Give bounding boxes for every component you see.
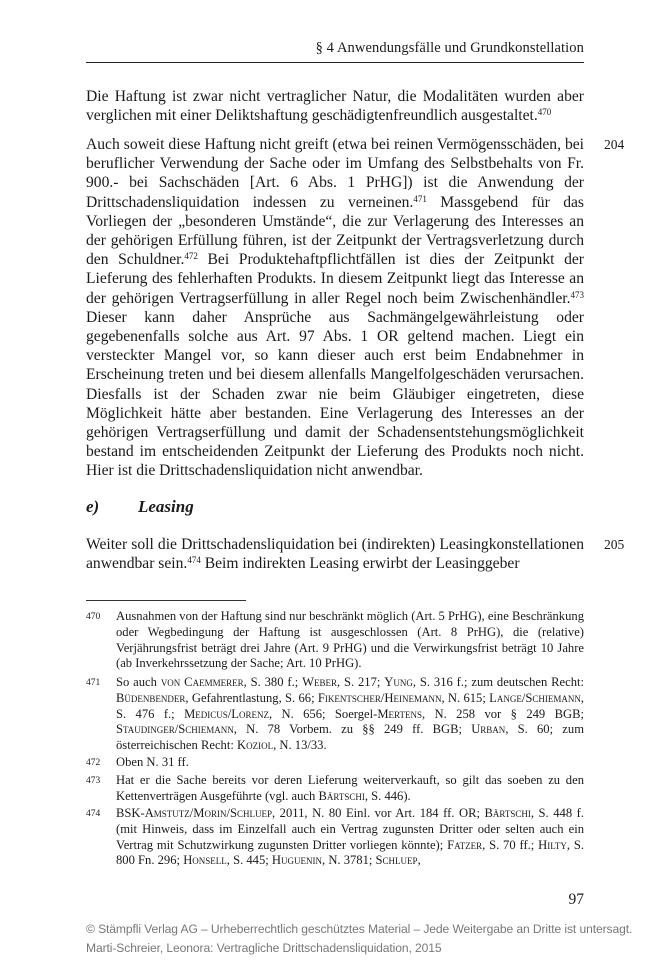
footnote-text: Ausnahmen von der Haftung sind nur beschränkt möglich (Art. 5 PrHG), eine Beschränkung oder Wegbedingung der Haftung ist ausgeschlossen (Art. 8 PrHG), die (relative) Verjährungsfrist beträgt drei Jahre (Art. 9 PrHG) und die Verwirkungsfrist beträgt 10 Jahre (ab Inverkehrssetzung der Sache; Art. 10 PrHG).: [116, 609, 584, 671]
footnote-473: [86, 773, 584, 805]
footnote-474: [86, 806, 584, 869]
author-name: Bärtschi: [318, 788, 365, 803]
author-name: Büdenbender: [116, 690, 186, 705]
footnote-ref-471[interactable]: 471: [413, 193, 427, 204]
footnote-ref-472[interactable]: 472: [184, 251, 198, 262]
author-name: Honsell: [183, 853, 227, 868]
author-name: Mertens: [377, 706, 423, 721]
author-name: Fatzer: [447, 837, 483, 852]
author-name: Lange/Schiemann: [489, 690, 581, 705]
footnote-text: BSK-Amstutz/Morin/Schluep, 2011, N. 80 Einl. vor Art. 184 ff. OR; Bärtschi, S. 448 f. (mit Hinweis, dass im Einzelfall auch ein Vertrag zugunsten Dritter oder selten auch ein Vertrag mit Schutzwirkung zugunsten Dritter vorliegen könnte); Fatzer, S. 70 ff.; Hilty, S. 800 Fn. 296; Honsell, S. 445; Huguenin, N. 3781; Schluep,: [116, 806, 585, 868]
header-rule: [86, 62, 584, 63]
footnote-470: [86, 609, 584, 672]
page-number: 97: [568, 891, 584, 908]
margin-number-205: 205: [604, 537, 625, 552]
footnote-text: So auch von Caemmerer, S. 380 f.; Weber, S. 217; Yung, S. 316 f.; zum deutschen Recht: Büdenbender, Gefahrentlastung, S. 66; Fikentscher/Heinemann, N. 615; Lange/Schiemann, S. 476 f.; Medicus/Lorenz, N. 656; Soergel-Mertens, N. 258 vor § 249 BGB; Staudinger/Schiemann, N. 78 Vorbem. zu §§ 249 ff. BGB; Urban, S. 60; zum österreichischen Recht: Koziol, N. 13/33.: [116, 675, 585, 753]
author-name: Staudinger/Schiemann: [116, 722, 234, 737]
author-name: Fikentscher/Heinemann: [317, 690, 442, 705]
footnote-number: 473: [86, 776, 101, 786]
footnote-ref-470[interactable]: 470: [537, 107, 552, 118]
footnote-separator: [86, 600, 246, 601]
author-name: Hilty: [538, 837, 567, 852]
footnote-number: 474: [86, 809, 101, 819]
footnote-number: 470: [86, 612, 101, 622]
section-heading-label: e): [86, 497, 100, 516]
author-name: Amstutz/Morin/Schluep: [144, 806, 272, 820]
author-name: Urban: [471, 722, 506, 737]
footnote-472: [86, 755, 584, 771]
footnote-number: 471: [86, 678, 101, 688]
footnote-text: Oben N. 31 ff.: [116, 755, 189, 769]
author-name: Huguenin: [271, 853, 323, 868]
paragraph-205: Weiter soll die Drittschadensliquidation bei (indirekten) Leasingkonstellationen anwendbar sein.$^{474}$ Beim indirekten Leasing erwirbt der Leasinggeber: [86, 536, 584, 573]
footnote-text: Hat er die Sache bereits vor deren Lieferung weiterverkauft, so gilt das soeben zu den Kettenverträgen Ausgeführte (vgl. auch Bärtschi, S. 446).: [116, 773, 584, 803]
author-name: Medicus/Lorenz: [184, 706, 269, 721]
author-name: Schluep: [375, 853, 418, 868]
author-name: Koziol: [237, 738, 274, 753]
paragraph-haftung: Die Haftung ist zwar nicht vertraglicher Natur, die Modalitäten wurden aber verglichen mit einer Deliktshaftung geschädigtenfreundlich ausgestaltet.$^{470}$: [86, 88, 584, 125]
copyright-notice: © Stämpfli Verlag AG – Urheberrechtlich geschütztes Material – Jede Weitergabe an Dritte ist untersagt.: [86, 922, 633, 936]
footnote-number: 472: [86, 758, 101, 768]
author-name: Yung: [384, 675, 413, 689]
author-name: von Caemmerer: [160, 675, 244, 689]
footnote-ref-473[interactable]: 473: [570, 289, 584, 300]
footnote-471: [86, 675, 584, 754]
running-header: § 4 Anwendungsfälle und Grundkonstellation: [315, 40, 584, 56]
author-name: Weber: [302, 675, 337, 689]
paragraph-204: Auch soweit diese Haftung nicht greift (etwa bei reinen Vermögensschäden, bei beruflicher Verwendung der Sache oder im Umfang des Selbstbehalts von Fr. 900.- bei Sachschäden [Art. 6 Abs. 1 PrHG]) ist die Anwendung der Drittschadensliquidation indessen zu verneinen.$^{471}$ Massgebend für das Vorliegen der „besonderen Umstände“, die zur Verlagerung des Interesses an der gehörigen Erfüllung führen, ist der Zeitpunkt der Vertragsverletzung durch den Schuldner.$^{472}$ Bei Produktehaftpflichtfällen ist dies der Zeitpunkt der Lieferung des fehlerhaften Produkts. In diesem Zeitpunkt liegt das Interesse an der gehörigen Vertragserfüllung in aller Regel noch beim Zwischenhändler.$^{473}$ Dieser kann daher Ansprüche aus Sachmängelgewährleistung oder gegebenenfalls solche aus Art. 97 Abs. 1 OR geltend machen. Liegt ein versteckter Mangel vor, so kann dieser auch erst beim Endabnehmer in Erscheinung treten und bei diesem allenfalls Mangelfolgeschäden verursachen. Diesfalls ist der Schaden zwar nie beim Gläubiger eingetreten, diese Möglichkeit hätte aber bestanden. Eine Verlagerung des Interesses an der gehörigen Vertragserfüllung und damit der Schadensentstehungsmöglichkeit bestand im entscheidenden Zeitpunkt der Lieferung des Produkts noch nicht. Hier ist die Drittschadensliquidation nicht anwendbar.: [86, 136, 584, 480]
margin-number-204: 204: [604, 137, 625, 152]
section-heading-leasing: [86, 497, 194, 517]
author-name: Bärtschi: [484, 806, 531, 820]
footnote-ref-474[interactable]: 474: [187, 555, 201, 566]
section-heading-title: Leasing: [138, 497, 194, 516]
citation-line: Marti-Schreier, Leonora: Vertragliche Drittschadensliquidation, 2015: [86, 941, 442, 955]
